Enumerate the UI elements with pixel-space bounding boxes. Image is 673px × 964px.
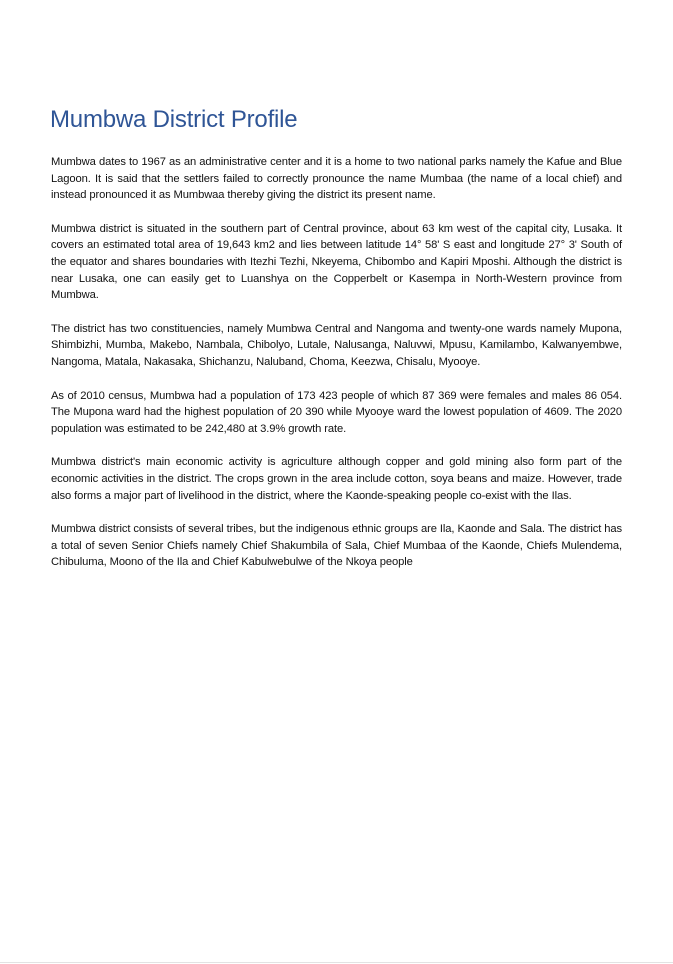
document-body xyxy=(51,154,622,588)
paragraph-tribes: Mumbwa district consists of several tribes, but the indigenous ethnic groups are Ila, Kaonde and Sala. The district has a total of seven Senior Chiefs namely Chief Shakumbila of Sala, Chief Mumbaa of the Kaonde, Chiefs Mulendema, Chibuluma, Moono of the Ila and Chief Kabulwebulwe of the Nkoya people xyxy=(51,523,622,569)
paragraph-economy: Mumbwa district's main economic activity is agriculture although copper and gold mining also form part of the economic activities in the district. The crops grown in the area include cotton, soya beans and maize. However, trade also forms a major part of livelihood in the district, where the Kaonde-speaking people co-exist with the Ilas. xyxy=(51,456,622,502)
paragraph-history: Mumbwa dates to 1967 as an administrative center and it is a home to two national parks namely the Kafue and Blue Lagoon. It is said that the settlers failed to correctly pronounce the name Mumbaa (the name of a local chief) and instead pronounced it as Mumbwaa thereby giving the district its present name. xyxy=(51,156,622,202)
page-bottom-divider xyxy=(0,962,673,963)
paragraph-location: Mumbwa district is situated in the southern part of Central province, about 63 km west of the capital city, Lusaka. It covers an estimated total area of 19,643 km2 and lies between latitude 14° 58' S east and longitude 27° 3' South of the equator and shares boundaries with Itezhi Tezhi, Nkeyema, Chibombo and Kapiri Mposhi. Although the district is near Lusaka, one can easily get to Luanshya on the Copperbelt or Kasempa in North-Western province from Mumbwa. xyxy=(51,222,622,302)
page-title: Mumbwa District Profile xyxy=(50,106,298,133)
paragraph-population: As of 2010 census, Mumbwa had a population of 173 423 people of which 87 369 were females and males 86 054. The Mupona ward had the highest population of 20 390 while Myooye ward the lowest population of 4609. The 2020 population was estimated to be 242,480 at 3.9% growth rate. xyxy=(51,389,622,435)
paragraph-constituencies: The district has two constituencies, namely Mumbwa Central and Nangoma and twenty-one wards namely Mupona, Shimbizhi, Mumba, Makebo, Nambala, Chibolyo, Lutale, Nalusanga, Naluvwi, Mpusu, Kamilambo, Kalwanyembwe, Nangoma, Matala, Nakasaka, Shichanzu, Naluband, Choma, Keezwa, Chisalu, Myooye. xyxy=(51,322,622,368)
